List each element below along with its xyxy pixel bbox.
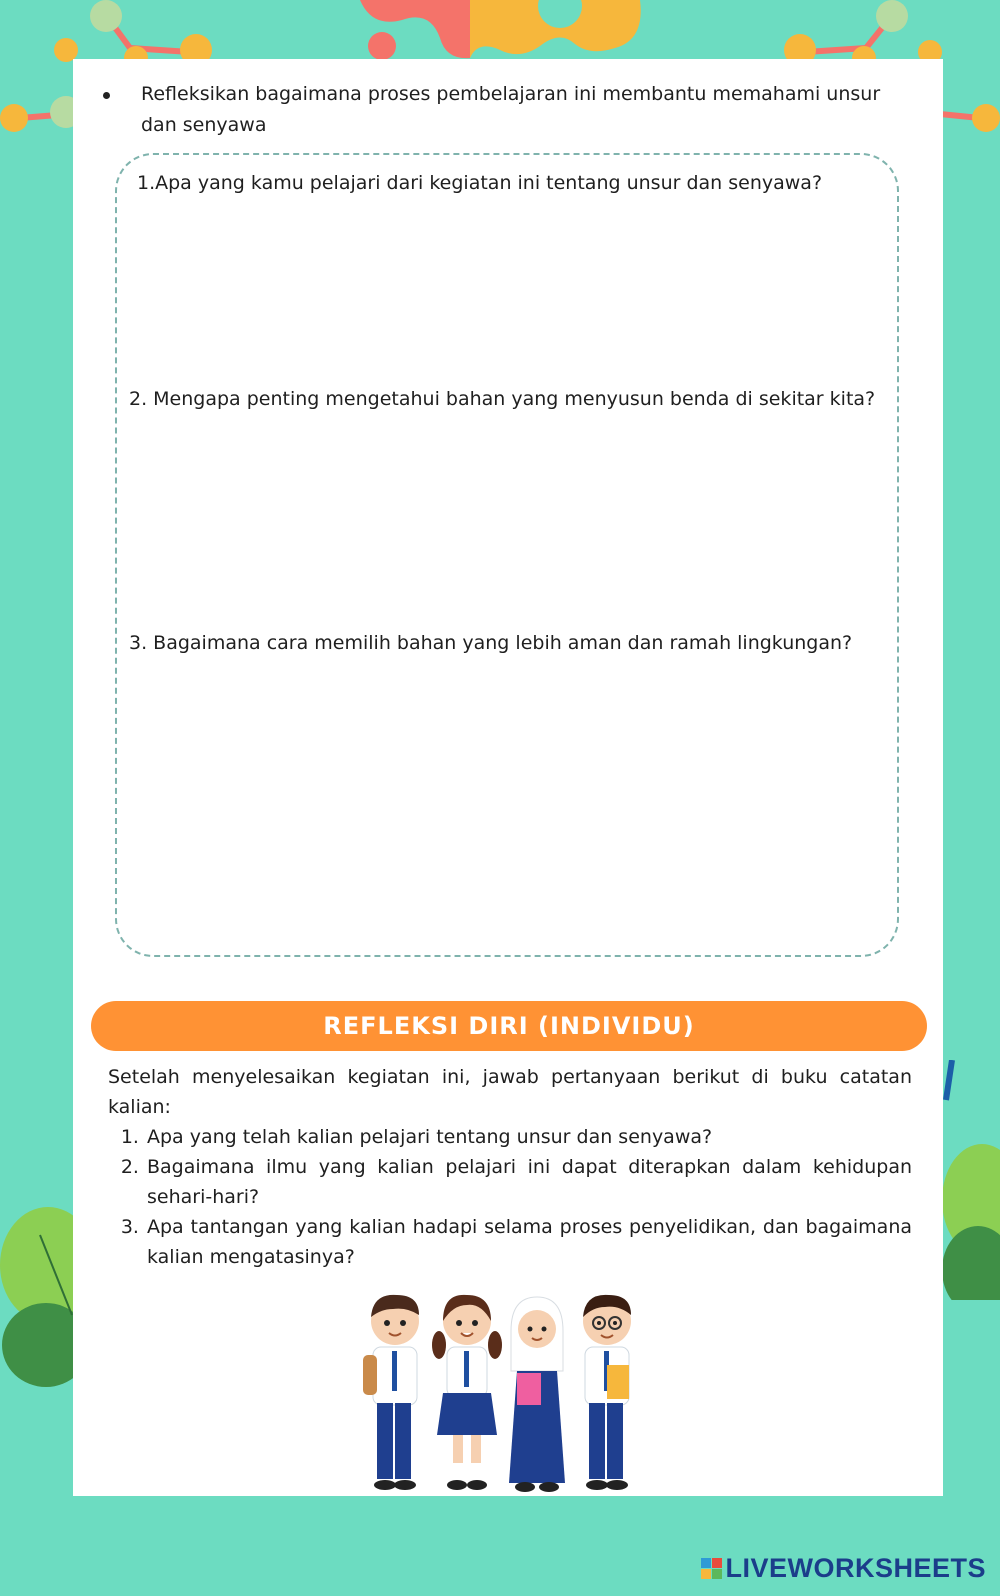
- students-illustration: [363, 1285, 653, 1495]
- liveworksheets-logo: [701, 1553, 986, 1584]
- intro-text: Refleksikan bagaimana proses pembelajaran ini membantu memahami unsur dan senyawa: [141, 83, 881, 136]
- list-item: 1. Apa yang telah kalian pelajari tentang unsur dan senyawa?: [145, 1122, 912, 1152]
- answer-field-1[interactable]: [129, 205, 883, 379]
- question-3: 3. Bagaimana cara memilih bahan yang lebih aman dan ramah lingkungan?: [129, 632, 853, 654]
- self-reflection-instruction: Setelah menyelesaikan kegiatan ini, jawab pertanyaan berikut di buku catatan kalian:: [108, 1066, 912, 1118]
- question-1: 1.Apa yang kamu pelajari dari kegiatan ini tentang unsur dan senyawa?: [137, 172, 823, 194]
- leaf-decoration-left: [0, 1195, 80, 1395]
- list-item: 2. Bagaimana ilmu yang kalian pelajari ini dapat diterapkan dalam kehidupan sehari-hari?: [145, 1152, 912, 1212]
- intro-bullet: [121, 79, 911, 141]
- leaf-decoration-right: [942, 1060, 1000, 1300]
- answer-field-2[interactable]: [129, 423, 883, 623]
- bullet-point: [103, 92, 110, 99]
- answer-field-3[interactable]: [129, 667, 883, 941]
- worksheet-page: [73, 59, 943, 1496]
- section-banner: [91, 1001, 927, 1051]
- section-title: REFLEKSI DIRI (INDIVIDU): [323, 1012, 695, 1040]
- self-reflection-section: [108, 1062, 912, 1272]
- reflection-answer-box: [115, 153, 899, 957]
- self-reflection-list: [108, 1122, 912, 1272]
- question-2: 2. Mengapa penting mengetahui bahan yang menyusun benda di sekitar kita?: [129, 388, 876, 410]
- list-item: 3. Apa tantangan yang kalian hadapi selama proses penyelidikan, dan bagaimana kalian mengatasinya?: [145, 1212, 912, 1272]
- liveworksheets-icon: [701, 1558, 722, 1579]
- brand-name: LIVEWORKSHEETS: [725, 1553, 986, 1583]
